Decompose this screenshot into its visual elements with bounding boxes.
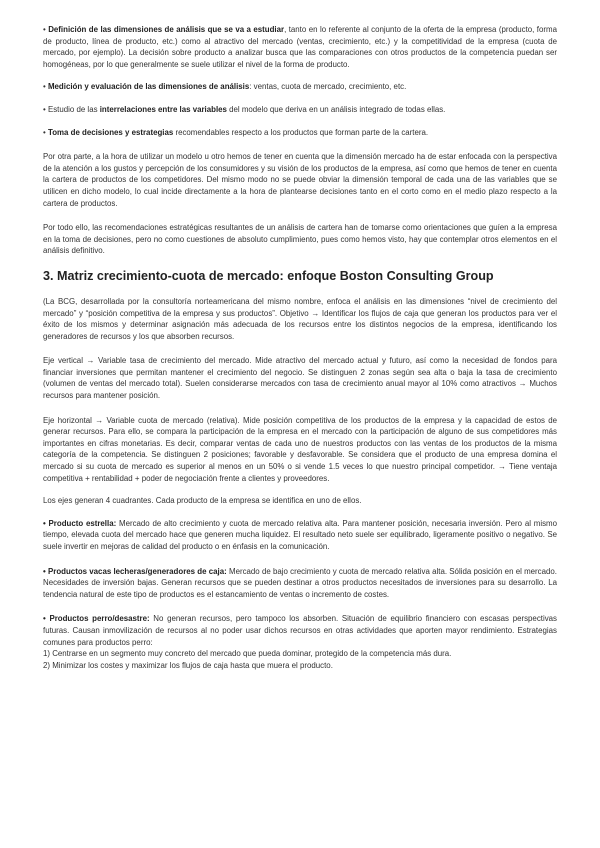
bullet-medicion <box>43 81 557 93</box>
paragraph-otra-parte: Por otra parte, a la hora de utilizar un modelo u otro hemos de tener en cuenta que la dimensión mercado ha de estar enfocada con la perspectiva de la atención a los gustos y percepción de los consumidores y su visión de los productos de la empresa, así como que hemos de tener en cuenta la cartera de productos de los competidores. Del mismo modo no se puede obviar la dimensión temporal de cada una de las variables que se utilicen en dicho modelo, lo cual incide directamente a la hora de plantearse decisiones tanto en el corto como en el medio plazo respecto a la cartera de productos. <box>43 152 557 208</box>
bullet-marker: • <box>43 82 48 92</box>
bullet-interrelaciones <box>43 104 557 116</box>
quadrant-estrella <box>43 518 557 553</box>
bullet-bold: Toma de decisiones y estrategias <box>47 127 174 137</box>
quadrant-perro <box>43 613 557 671</box>
quadrant-title: • Producto estrella: <box>43 518 117 528</box>
bullet-prefix: • Estudio de las <box>43 104 100 114</box>
paragraph-eje-horizontal: Eje horizontal → Variable cuota de mercado (relativa). Mide posición competitiva de los productos de la empresa y la capacidad de estos de generar recursos. Para ello, se compara la participación de la empresa en el mercado con la participación de alguno de sus competidores más importantes en cifras monetarias. Es decir, comparar ventas de cada uno de nuestros productos con las ventas de los productos de la misma categoría de la competencia. Se distinguen 2 posiciones; favorable y desfavorable. Se considera que el producto de una empresa domina el mercado si su cuota de mercado es superior al menos en un 50% o si vende 1.5 veces lo que nuestro principal competidor. → Tiene ventaja competitiva + rentabilidad + poder de negociación frente a clientes y proveedores. <box>43 415 557 483</box>
bullet-text: del modelo que deriva en un análisis integrado de todas ellas. <box>226 104 446 114</box>
paragraph-cuadrantes: Los ejes generan 4 cuadrantes. Cada producto de la empresa se identifica en uno de ellos. <box>43 496 362 506</box>
quadrant-title: • Productos vacas lecheras/generadores de caja: <box>43 566 227 576</box>
bullet-bold: Definición de las dimensiones de análisis que se va a estudiar <box>48 25 285 34</box>
bullet-text: , tanto en lo referente al conjunto de la oferta de la empresa (producto, forma de producto, línea de producto, etc.) como al atractivo del mercado (ventas, crecimiento, etc.) y la competitividad de la empresa (cuota de mercado, por ejemplo). La decisión sobre producto a analizar busca que las comparaciones con otros productos de la competencia puedan ser homogéneas, por lo que generalmente se suele utilizar el nivel de la forma de producto. <box>43 25 557 69</box>
quadrant-text: No generan recursos, pero tampoco los absorben. Situación de equilibrio financiero con escasas perspectivas futuras. Causan inmovilización de recursos al no poder usar dichos recursos en otras actividades que aporten mayor rendimiento. Estrategias comunes para productos perro: <box>43 614 557 647</box>
bullet-decisiones <box>43 127 557 139</box>
quadrant-vacas-lecheras <box>43 566 557 601</box>
bullet-text: recomendables respecto a los productos que forman parte de la cartera. <box>173 127 429 137</box>
section-heading: 3. Matriz crecimiento-cuota de mercado: enfoque Boston Consulting Group <box>43 268 494 283</box>
paragraph-por-todo-ello: Por todo ello, las recomendaciones estratégicas resultantes de un análisis de cartera han de tomarse como orientaciones que guíen a la empresa en la toma de decisiones, pero no como cuestiones de absoluto cumplimiento, pues como hemos visto, hay que contemplar otros elementos en el análisis definitivo. <box>43 223 557 256</box>
quadrant-title: • Productos perro/desastre: <box>43 614 150 624</box>
bullet-marker: • <box>43 25 49 34</box>
bullet-bold: interrelaciones entre las variables <box>99 104 227 114</box>
bullet-dimensiones <box>43 24 557 70</box>
quadrant-text: Mercado de alto crecimiento y cuota de mercado relativa alta. Para mantener posición, necesaria inversión. Pero al mismo tiempo, elevada cuota del mercado hace que generen mucha liquidez. El resultado neto suele ser equilibrado, ligeramente positivo o negativo. Se suele invertir en mejoras de calidad del producto o en énfasis en la comunicación. <box>43 518 557 551</box>
quadrant-text: Mercado de bajo crecimiento y cuota de mercado relativa alta. Sólida posición en el mercado. Necesidades de inversión bajas. Generan recursos que se pueden destinar a otros productos necesitados de inversiones para su desarrollo. La tendencia natural de este tipo de productos es el estancamiento de ventas o incremento de costes. <box>43 566 557 599</box>
bullet-text: : ventas, cuota de mercado, crecimiento, etc. <box>249 82 407 92</box>
bullet-marker: • <box>43 127 48 137</box>
strategy-item: 2) Minimizar los costes y maximizar los flujos de caja hasta que muera el producto. <box>43 660 333 670</box>
paragraph-bcg-intro: (La BCG, desarrollada por la consultoría norteamericana del mismo nombre, enfoca el análisis en las dimensiones “nivel de crecimiento del mercado” y “posición competitiva de la empresa y sus productos”. Objetivo → Identificar los flujos de caja que generan los productos para ver el éxito de los mismos y determinar asignación más adecuada de los recursos entre los distintos negocios de la empresa, identificando los generadores de recursos y los que absorben recursos. <box>43 296 557 341</box>
paragraph-eje-vertical: Eje vertical → Variable tasa de crecimiento del mercado. Mide atractivo del mercado actual y futuro, así como la necesidad de fondos para financiar inversiones que permitan mantener el crecimiento del negocio. Se distinguen 2 zonas según sea alta o baja la tasa de crecimiento (volumen de ventas del mercado total). Suelen considerarse mercados con tasa de crecimiento anual mayor al 10% como atractivos → Muchos recursos para mantener posición. <box>43 356 557 401</box>
bullet-bold: Medición y evaluación de las dimensiones de análisis <box>47 82 250 92</box>
strategy-item: 1) Centrarse en un segmento muy concreto del mercado que pueda dominar, protegido de la competencia más dura. <box>43 649 452 659</box>
